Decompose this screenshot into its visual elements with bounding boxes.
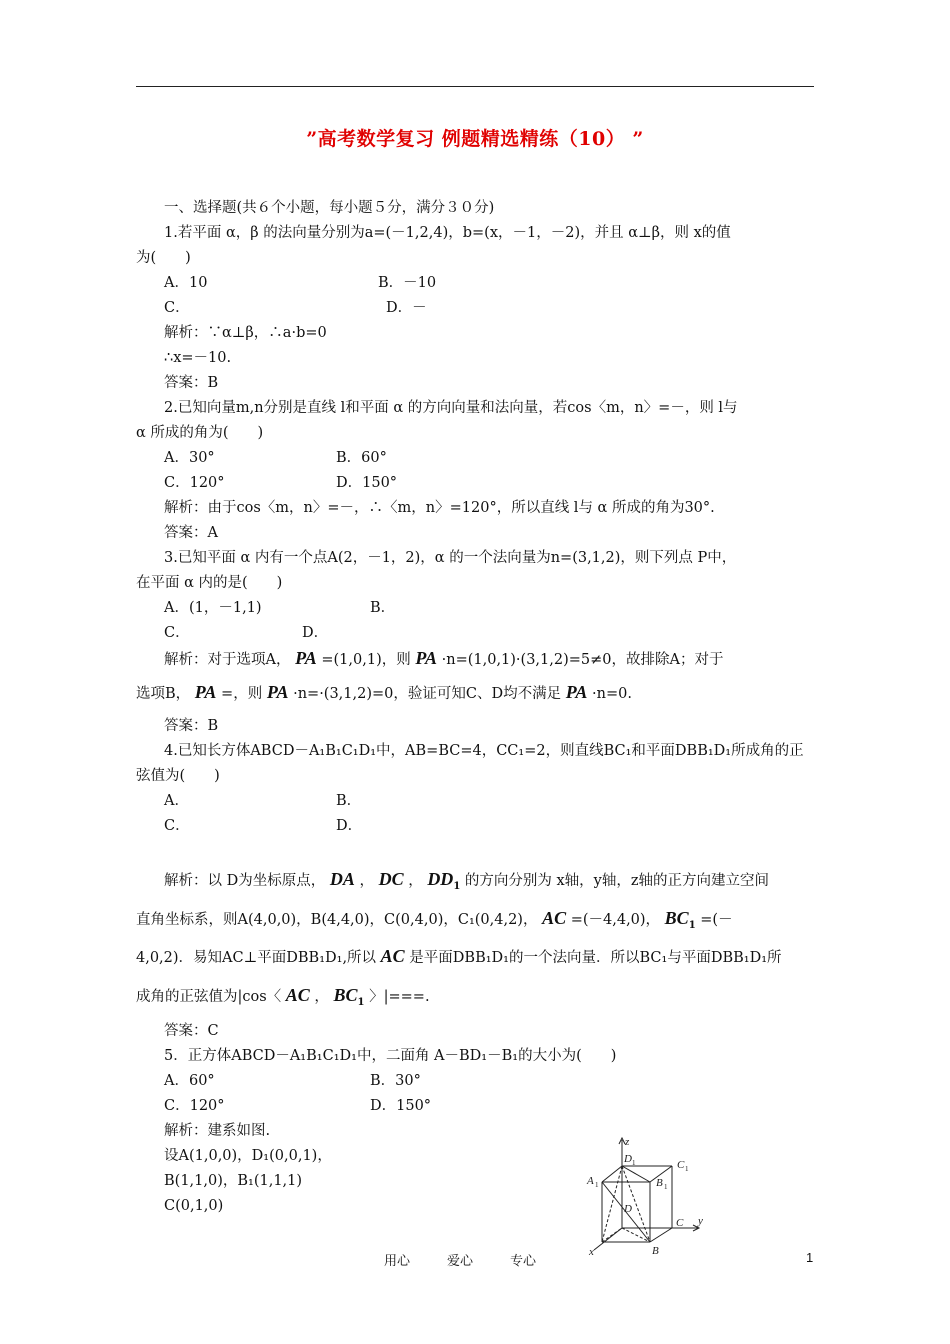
text-line: D．－ xyxy=(386,300,427,316)
text-line: α 所成的角为( ) xyxy=(136,425,264,441)
text-span: 是平面DBB₁D₁的一个法向量．所以BC₁与平面DBB₁D₁所 xyxy=(409,950,782,966)
text-line: 3.已知平面 α 内有一个点A(2，－1，2)，α 的一个法向量为n=(3,1,2)，则下列点 P中， xyxy=(164,550,737,566)
text-span: ， xyxy=(359,873,374,889)
vector-pa: PA xyxy=(295,648,317,668)
text-line: 解析：建系如图. xyxy=(164,1123,271,1139)
text-line: D． xyxy=(302,625,329,641)
text-span: 4,0,2)．易知AC⊥平面DBB₁D₁,所以 xyxy=(136,950,377,966)
text-line: D．150° xyxy=(336,475,398,491)
text-line: 1.若平面 α，β 的法向量分别为a=(－1,2,4)，b=(x，－1，－2)，并且 α⊥β，则 x的值 xyxy=(164,225,731,241)
text-line: 答案：B xyxy=(164,718,219,734)
text-line: B． xyxy=(370,600,396,616)
text-line: B．30° xyxy=(370,1073,421,1089)
text-line: A．10 xyxy=(164,275,208,291)
text-line: B． xyxy=(336,793,362,809)
document-title: ”高考数学复习 例题精选精练（10） ” xyxy=(306,128,644,150)
label-c: C xyxy=(676,1217,684,1229)
text-line: 解析：∵α⊥β，∴a·b=0 xyxy=(164,325,327,341)
vector-pa: PA xyxy=(194,682,217,702)
text-line: B．60° xyxy=(336,450,387,466)
text-line: 答案：A xyxy=(164,525,218,541)
q4-analysis-line2 xyxy=(136,908,733,936)
vector-dc: DC xyxy=(378,869,404,889)
text-line: 一、选择题(共６个小题，每小题５分，满分３０分) xyxy=(164,200,495,216)
text-line: 4.已知长方体ABCD－A₁B₁C₁D₁中，AB=BC=4，CC₁=2，则直线BC₁和平面DBB₁D₁所成角的正 xyxy=(164,743,804,759)
top-rule xyxy=(136,86,814,87)
vector-pa: PA xyxy=(565,682,588,702)
top-diagonal xyxy=(622,1166,650,1182)
text-line: 5．正方体ABCD－A₁B₁C₁D₁中，二面角 A－BD₁－B₁的大小为( ) xyxy=(164,1048,617,1064)
text-span: =(－ xyxy=(700,912,733,928)
q4-analysis-line4 xyxy=(136,985,430,1013)
text-line: 解析：由于cos〈m，n〉=－，∴〈m，n〉=120°，所以直线 l与 α 所成的角为30°. xyxy=(164,500,715,516)
text-span: 成角的正弦值为|cos〈 xyxy=(136,989,282,1005)
subscript: 1 xyxy=(688,919,696,931)
hidden-db xyxy=(622,1228,650,1242)
label-y: y xyxy=(698,1215,703,1227)
edge-bc xyxy=(650,1228,672,1242)
text-line: 在平面 α 内的是( ) xyxy=(136,575,283,591)
label-x: x xyxy=(589,1246,594,1258)
label-sub: 1 xyxy=(664,1183,668,1191)
text-line: C(0,1,0) xyxy=(164,1198,224,1214)
text-line: C． xyxy=(164,818,190,834)
subscript: 1 xyxy=(453,880,461,892)
text-line: A． xyxy=(164,793,189,809)
label-d: D xyxy=(624,1203,632,1215)
text-span: ， xyxy=(408,873,423,889)
vector-pa: PA xyxy=(415,648,438,668)
label-sub: 1 xyxy=(595,1181,599,1189)
vector-ac: AC xyxy=(542,908,567,928)
text-span: ·n=0. xyxy=(592,686,632,702)
text-span: ·n=(1,0,1)·(3,1,2)=5≠0，故排除A；对于 xyxy=(441,652,724,668)
text-line: D． xyxy=(336,818,363,834)
text-line: C． xyxy=(164,625,190,641)
label-b: B xyxy=(652,1245,659,1257)
text-line: D．150° xyxy=(370,1098,432,1114)
text-line: A．60° xyxy=(164,1073,215,1089)
label-d1: D xyxy=(624,1153,632,1165)
text-span: 〉|===. xyxy=(369,989,430,1005)
text-line: C．120° xyxy=(164,1098,225,1114)
text-span: ·n=·(3,1,2)=0，验证可知C、D均不满足 xyxy=(293,686,562,702)
footer-text-2: 爱心 xyxy=(447,1254,474,1269)
label-sub: 1 xyxy=(685,1165,689,1173)
text-span: 解析：以 D为坐标原点， xyxy=(164,873,326,889)
text-line: 为( ) xyxy=(136,250,191,266)
text-line: B．－10 xyxy=(378,275,437,291)
text-span: =(－4,4,0)， xyxy=(570,912,661,928)
x-axis xyxy=(594,1228,622,1250)
text-line: 弦值为( ) xyxy=(136,768,220,784)
text-line: C．120° xyxy=(164,475,225,491)
q4-analysis-line3 xyxy=(136,946,782,968)
text-span: 解析：对于选项A， xyxy=(164,652,291,668)
label-b1: B xyxy=(656,1177,663,1189)
footer-text-1: 用心 xyxy=(384,1254,411,1269)
vector-pa: PA xyxy=(266,682,289,702)
text-line: 设A(1,0,0)，D₁(0,0,1)， xyxy=(164,1148,332,1164)
label-z: z xyxy=(625,1136,630,1148)
q4-analysis-line1 xyxy=(164,869,769,897)
subscript: 1 xyxy=(357,996,365,1008)
text-line: 答案：C xyxy=(164,1023,219,1039)
footer-text-3: 专心 xyxy=(510,1254,537,1269)
vector-bc1: BC xyxy=(664,908,689,928)
text-line: A．(1，－1,1) xyxy=(164,600,262,616)
vector-bc1: BC xyxy=(333,985,358,1005)
text-line: B(1,1,0)，B₁(1,1,1) xyxy=(164,1173,303,1189)
text-line: 2.已知向量m,n分别是直线 l和平面 α 的方向向量和法向量，若cos〈m，n〉=－，则 l与 xyxy=(164,400,738,416)
text-span: ， xyxy=(314,989,329,1005)
vector-ac: AC xyxy=(285,985,310,1005)
text-line: ∴x=－10. xyxy=(164,350,232,366)
text-span: =(1,0,1)，则 xyxy=(321,652,411,668)
vector-da: DA xyxy=(329,869,355,889)
edge-d1a1 xyxy=(602,1166,622,1182)
vector-dd1: DD xyxy=(427,869,454,889)
cube-coordinate-figure xyxy=(580,1132,710,1258)
text-line: 答案：B xyxy=(164,375,219,391)
q3-analysis-line1 xyxy=(164,648,723,670)
page-number: 1 xyxy=(806,1250,814,1265)
label-sub: 1 xyxy=(632,1159,636,1167)
text-span: 直角坐标系，则A(4,0,0)，B(4,4,0)，C(0,4,0)，C₁(0,4,2)， xyxy=(136,912,538,928)
label-a1: A xyxy=(587,1175,594,1187)
label-c1: C xyxy=(677,1159,685,1171)
text-span: =，则 xyxy=(221,686,263,702)
text-line: C． xyxy=(164,300,190,316)
q3-analysis-line2 xyxy=(136,682,632,704)
text-span: 的方向分别为 x轴，y轴，z轴的正方向建立空间 xyxy=(464,873,770,889)
text-line: A．30° xyxy=(164,450,215,466)
vector-ac: AC xyxy=(380,946,405,966)
text-span: 选项B， xyxy=(136,686,191,702)
